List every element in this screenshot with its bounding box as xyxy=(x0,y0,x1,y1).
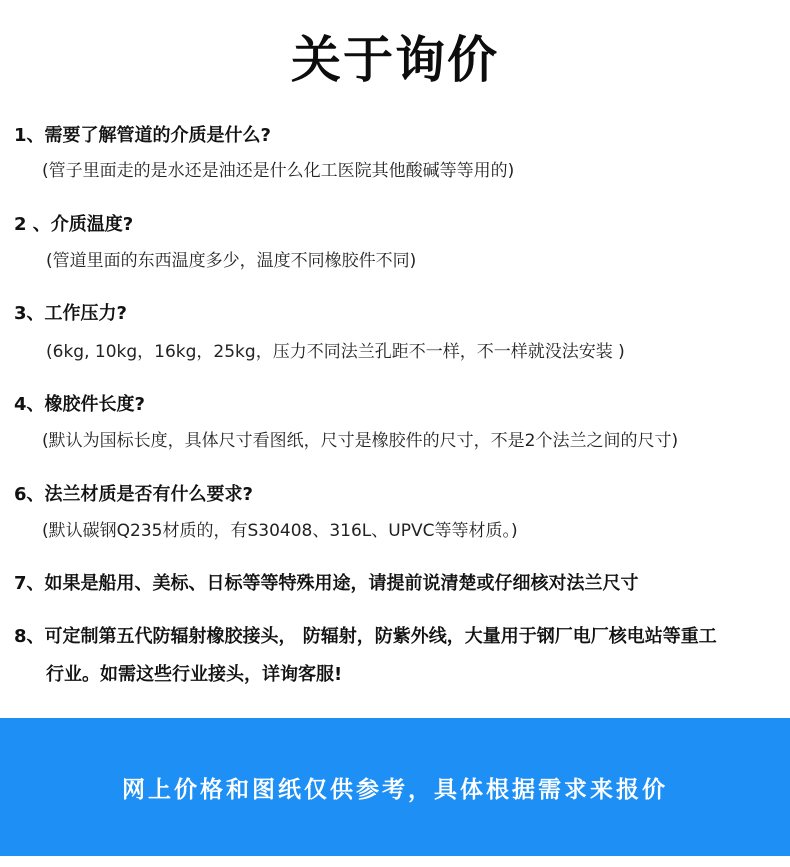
faq-question-7: 7、如果是船用、美标、日标等等特殊用途，请提前说清楚或仔细核对法兰尺寸 xyxy=(14,573,639,594)
faq-answer-1: (管子里面走的是水还是油还是什么化工医院其他酸碱等等用的) xyxy=(42,161,515,181)
faq-question-8-continuation: 行业。如需这些行业接头，详询客服! xyxy=(46,664,343,685)
bottom-margin xyxy=(0,856,790,867)
faq-question-3: 3、工作压力? xyxy=(14,303,127,324)
page-title: 关于询价 xyxy=(291,31,499,89)
faq-question-8: 8、可定制第五代防辐射橡胶接头， 防辐射，防紫外线，大量用于钢厂电厂核电站等重工 xyxy=(14,626,717,647)
faq-question-6: 6、法兰材质是否有什么要求? xyxy=(14,484,253,505)
faq-question-2: 2 、介质温度? xyxy=(14,214,134,235)
disclaimer-text: 网上价格和图纸仅供参考，具体根据需求来报价 xyxy=(122,777,668,803)
faq-answer-6: (默认碳钢Q235材质的，有S30408、316L、UPVC等等材质。) xyxy=(42,521,518,541)
disclaimer-banner xyxy=(0,718,790,856)
faq-answer-2: (管道里面的东西温度多少，温度不同橡胶件不同) xyxy=(46,251,417,271)
faq-answer-4: (默认为国标长度，具体尺寸看图纸，尺寸是橡胶件的尺寸，不是2个法兰之间的尺寸) xyxy=(42,431,679,451)
faq-question-4: 4、橡胶件长度? xyxy=(14,394,145,415)
faq-answer-3: (6kg, 10kg，16kg，25kg，压力不同法兰孔距不一样，不一样就没法安装 ) xyxy=(46,342,625,362)
faq-question-1: 1、需要了解管道的介质是什么? xyxy=(14,125,271,146)
